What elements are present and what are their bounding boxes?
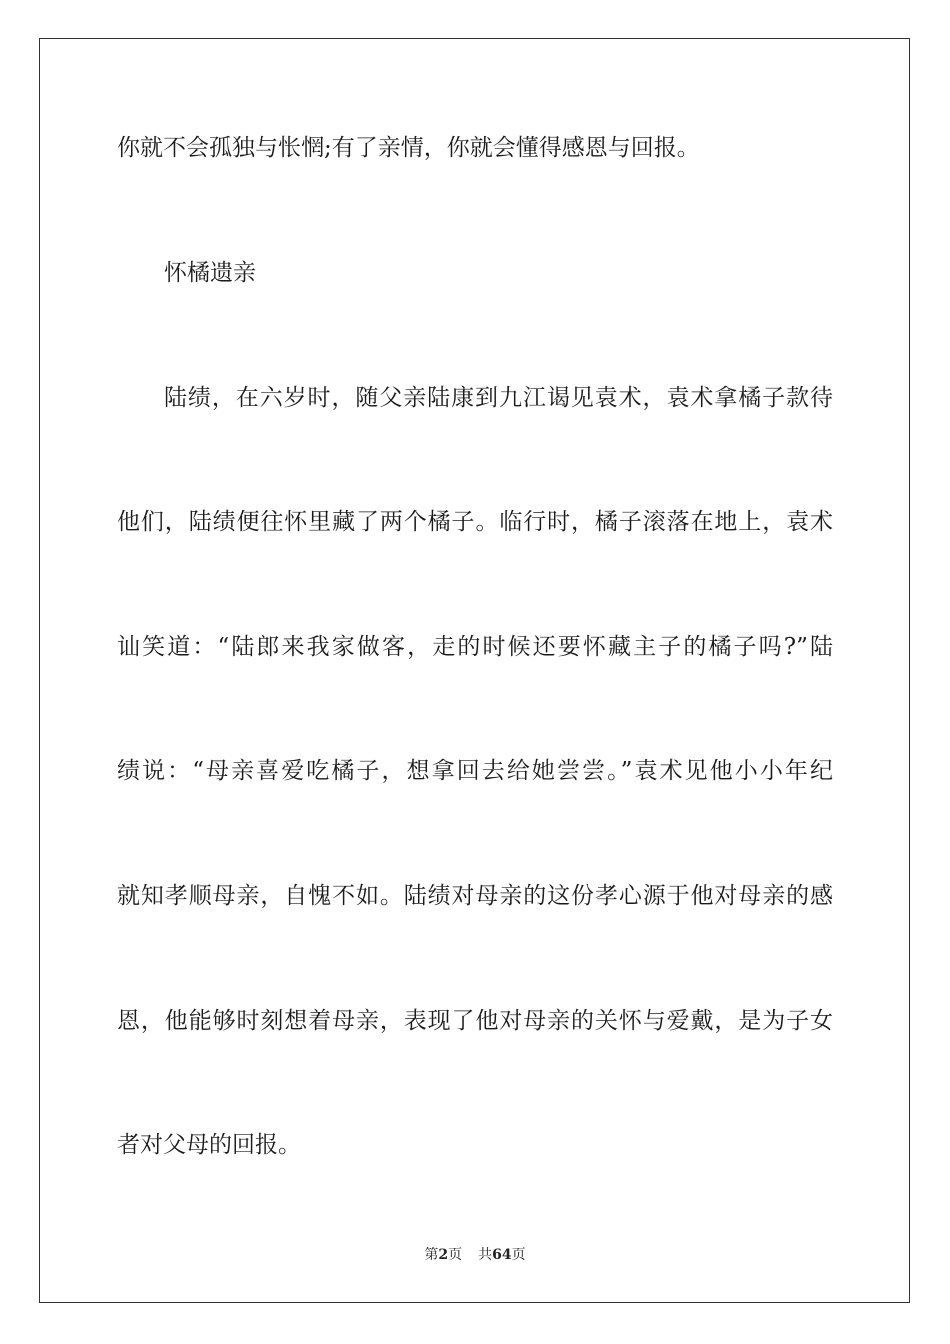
page-footer bbox=[0, 1246, 950, 1264]
total-suffix: 页 bbox=[511, 1247, 526, 1263]
section-heading: 怀橘遗亲 bbox=[164, 260, 256, 286]
paragraph-line-2: 他们，陆绩便往怀里藏了两个橘子。临行时，橘子滚落在地上，袁术 bbox=[117, 509, 833, 535]
paragraph-line-3: 讪笑道：“陆郎来我家做客，走的时候还要怀藏主子的橘子吗?”陆 bbox=[117, 634, 833, 660]
page-prefix: 第 bbox=[424, 1247, 439, 1263]
page-border bbox=[39, 38, 910, 1303]
page-suffix: 页 bbox=[448, 1247, 463, 1263]
text-line-1: 你就不会孤独与怅惘;有了亲情，你就会懂得感恩与回报。 bbox=[117, 135, 700, 161]
paragraph-line-6: 恩，他能够时刻想着母亲，表现了他对母亲的关怀与爱戴，是为子女 bbox=[117, 1008, 833, 1034]
paragraph-line-1: 陆绩，在六岁时，随父亲陆康到九江谒见袁术，袁术拿橘子款待 bbox=[164, 385, 833, 411]
paragraph-line-4: 绩说：“母亲喜爱吃橘子，想拿回去给她尝尝。”袁术见他小小年纪 bbox=[117, 758, 833, 784]
total-page-count: 64 bbox=[492, 1247, 512, 1263]
total-prefix: 共 bbox=[478, 1247, 493, 1263]
paragraph-line-7: 者对父母的回报。 bbox=[117, 1132, 301, 1158]
current-page-number: 2 bbox=[438, 1247, 449, 1263]
paragraph-line-5: 就知孝顺母亲，自愧不如。陆绩对母亲的这份孝心源于他对母亲的感 bbox=[117, 883, 833, 909]
